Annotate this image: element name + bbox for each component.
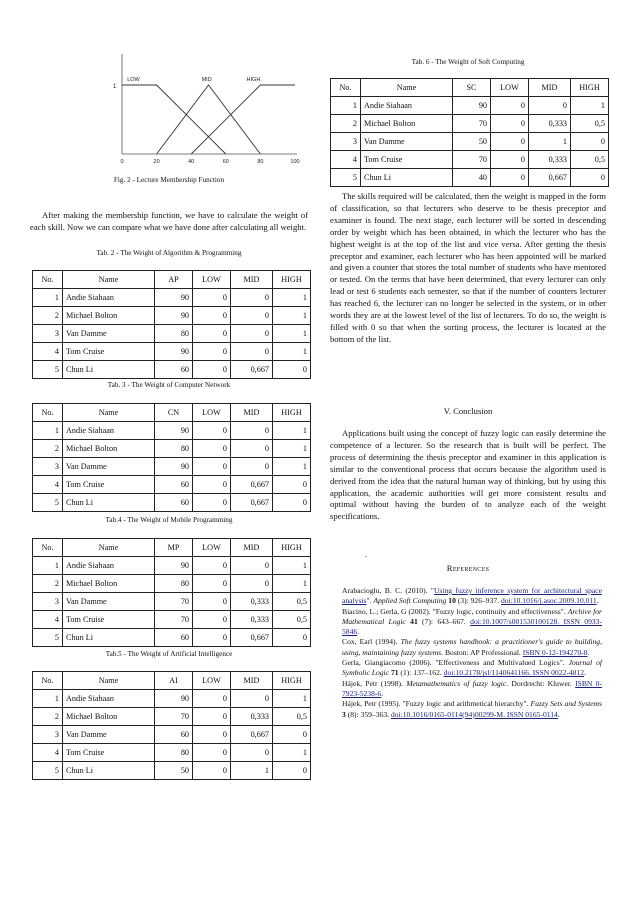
- table-cell: 0,667: [231, 629, 273, 647]
- table-cell: 0: [231, 575, 273, 593]
- table-cell: 0: [231, 325, 273, 343]
- reference-journal: Journal of Symbolic Logic: [342, 658, 603, 678]
- table-cell: 0: [193, 343, 231, 361]
- reference-doi-link[interactable]: doi:10.1016/j.asoc.2009.10.011: [501, 596, 597, 606]
- reference-item: [342, 679, 602, 700]
- right-paragraph: The skills required will be calculated, then the weight is mapped in the form of classification, so that lecturers who deserve to be thesis preceptor and examiner is found. The next stage, each lecturer will be sorted in descending order by weight which has been obtained, in which the lecturer who has the highest weight is at the top of the list and vice versa. After getting the thesis preceptor and examiner, each lecturer who has been appointed will be marked and given a counter that stores the total number of students who have mentored or tested. On the terms that have been determined, that every lecturer can only lead or test 6 students each semester, so that if the number of counters lecturer has reached 6, the lecturer can no longer be selected in the system, or in other words they are at the lowest level of the list of lecturers. To do so, the weight is filled with 0 so that when the sorting process, the lecturer is located at the bottom of the list.: [330, 191, 606, 344]
- reference-text: Arabacioglu, B. C. (2010). ": [342, 586, 434, 595]
- table-cell: 2: [33, 307, 63, 325]
- table-cell: Chun Li: [63, 762, 155, 780]
- x-tick-label: 100: [290, 159, 300, 165]
- table-cell: 0,5: [273, 611, 311, 629]
- column-header: LOW: [193, 539, 231, 557]
- x-tick-label: 20: [153, 159, 160, 165]
- table-cell: 1: [331, 97, 361, 115]
- column-header: No.: [33, 672, 63, 690]
- column-header: AP: [155, 271, 193, 289]
- table-row: [331, 151, 609, 169]
- table-cell: 0: [491, 133, 529, 151]
- table-cell: 1: [273, 458, 311, 476]
- table-cell: 1: [273, 343, 311, 361]
- table-row: [33, 690, 311, 708]
- table-cell: 70: [453, 115, 491, 133]
- reference-journal: Applied Soft Computing: [373, 596, 447, 606]
- conclusion-paragraph: Applications built using the concept of fuzzy logic can easily determine the competence of a lecturer. So the research that is built will be perfect. The process of determining the thesis preceptor and examiner in this application is similar to the conventional process that occurs because the algorithm used is derived from the idea that the natural human way of thinking, but by using this application, the academic authorities will get more consistent results and optimal without having the burden of to analyze each of the weight specifications.: [330, 428, 606, 522]
- table-cell: 90: [155, 343, 193, 361]
- reference-volume: 10: [448, 596, 456, 606]
- table-cell: 2: [33, 440, 63, 458]
- table-cell: 0: [231, 307, 273, 325]
- table-cell: 50: [155, 762, 193, 780]
- table-algorithm-programming: [32, 270, 311, 379]
- table-cell: Andie Siahaan: [361, 97, 453, 115]
- x-tick-label: 0: [120, 159, 124, 165]
- table-row: [33, 762, 311, 780]
- table-cell: 0: [231, 557, 273, 575]
- reference-doi-link[interactable]: doi:10.1016/0165-0114(94)00299-M. ISSN 0165-0114: [390, 709, 558, 719]
- table6-caption: Tab. 6 - The Weight of Soft Computing: [411, 58, 525, 66]
- column-header: Name: [63, 271, 155, 289]
- table-cell: 80: [155, 325, 193, 343]
- reference-text: Cox, Earl (1994).: [342, 637, 401, 647]
- table-cell: 3: [331, 133, 361, 151]
- table-cell: Van Damme: [63, 458, 155, 476]
- reference-link[interactable]: Using fuzzy inference system for architectural space analysis: [342, 586, 602, 606]
- table-cell: 90: [155, 690, 193, 708]
- table-artificial-intelligence: [32, 671, 311, 780]
- table-cell: 0: [231, 458, 273, 476]
- column-header: MID: [529, 79, 571, 97]
- membership-chart: [82, 44, 302, 174]
- table-cell: 1: [33, 690, 63, 708]
- table-cell: 0,5: [273, 593, 311, 611]
- left-paragraph: After making the membership function, we have to calculate the weight of each skill. Now we can compare what we have done after calculating all weight.: [30, 210, 308, 232]
- column-header: Name: [63, 404, 155, 422]
- column-header: MID: [231, 404, 273, 422]
- table-cell: 70: [155, 611, 193, 629]
- reference-item: [342, 586, 602, 607]
- table-cell: 4: [33, 744, 63, 762]
- table-row: [33, 289, 311, 307]
- table-cell: 0: [193, 593, 231, 611]
- column-header: MP: [155, 539, 193, 557]
- table-cell: 5: [33, 762, 63, 780]
- table-cell: 0: [193, 307, 231, 325]
- table-row: [33, 629, 311, 647]
- table-row: [33, 343, 311, 361]
- column-header: No.: [331, 79, 361, 97]
- table-cell: 0: [193, 557, 231, 575]
- table-cell: 0,333: [231, 593, 273, 611]
- reference-text: (8): 359–363.: [345, 709, 391, 719]
- table-cell: Chun Li: [63, 629, 155, 647]
- series-line-mid: [157, 85, 261, 154]
- table-cell: 3: [33, 593, 63, 611]
- column-header: LOW: [193, 672, 231, 690]
- table-cell: 0: [193, 744, 231, 762]
- table-cell: 4: [33, 476, 63, 494]
- table-cell: 0: [273, 629, 311, 647]
- reference-text: .: [357, 627, 360, 637]
- table-cell: 3: [33, 458, 63, 476]
- table-cell: 1: [33, 557, 63, 575]
- reference-doi-link[interactable]: doi:10.1007/s001530100128. ISSN 0933-5846: [342, 616, 603, 637]
- table-row: [33, 361, 311, 379]
- reference-journal: Fuzzy Sets and Systems: [530, 699, 602, 709]
- table-cell: 0,667: [231, 476, 273, 494]
- table-cell: 0: [193, 476, 231, 494]
- table-row: [331, 115, 609, 133]
- table-computer-network: [32, 403, 311, 512]
- column-header: No.: [33, 539, 63, 557]
- column-header: AI: [155, 672, 193, 690]
- reference-volume: 3: [342, 709, 346, 719]
- table-cell: 90: [155, 307, 193, 325]
- reference-volume: 71: [390, 668, 399, 678]
- table-cell: 0: [193, 611, 231, 629]
- table-cell: 5: [331, 169, 361, 187]
- table-cell: 3: [33, 726, 63, 744]
- reference-text: ".: [366, 596, 374, 606]
- reference-text: Hájek, Petr (1995). "Fuzzy logic and arithmetical hierarchy".: [342, 699, 531, 709]
- table-cell: 0: [193, 629, 231, 647]
- table-cell: Chun Li: [63, 494, 155, 512]
- reference-text: .: [381, 688, 384, 698]
- references-heading: References: [446, 563, 490, 573]
- table-cell: 0: [193, 458, 231, 476]
- reference-doi-link[interactable]: ISBN 0-7923-5238-6: [342, 678, 602, 698]
- table-row: [33, 557, 311, 575]
- series-line-high: [191, 85, 295, 154]
- table-cell: 0: [231, 744, 273, 762]
- table-row: [331, 97, 609, 115]
- table-cell: Van Damme: [63, 726, 155, 744]
- table-cell: 0: [231, 440, 273, 458]
- table-cell: 40: [453, 169, 491, 187]
- table-cell: 0: [231, 343, 273, 361]
- reference-item: [342, 607, 602, 638]
- table-cell: 0: [273, 476, 311, 494]
- table-cell: Tom Cruise: [63, 611, 155, 629]
- table-cell: 1: [33, 422, 63, 440]
- table-row: [331, 169, 609, 187]
- table-cell: 90: [155, 458, 193, 476]
- table-cell: 80: [155, 440, 193, 458]
- table-cell: 3: [33, 325, 63, 343]
- table-cell: 70: [155, 593, 193, 611]
- column-header: CN: [155, 404, 193, 422]
- low-label: LOW: [127, 77, 140, 83]
- table-cell: 2: [331, 115, 361, 133]
- table-cell: 0: [273, 762, 311, 780]
- table-row: [331, 133, 609, 151]
- table-cell: 2: [33, 708, 63, 726]
- table-cell: 0: [231, 690, 273, 708]
- table-cell: Tom Cruise: [63, 476, 155, 494]
- reference-item: [342, 637, 602, 658]
- table-cell: Michael Bolton: [63, 440, 155, 458]
- figure-caption: Fig. 2 - Lecture Membership Function: [113, 176, 225, 184]
- reference-text: (7): 643–667.: [417, 616, 471, 626]
- table-cell: 1: [571, 97, 609, 115]
- table-cell: 0,667: [231, 726, 273, 744]
- table-cell: Andie Siahaan: [63, 289, 155, 307]
- table-cell: 4: [33, 343, 63, 361]
- mid-label: MID: [201, 77, 212, 83]
- table-cell: 60: [155, 361, 193, 379]
- column-header: HIGH: [273, 271, 311, 289]
- x-tick-label: 80: [257, 159, 264, 165]
- table-row: [33, 593, 311, 611]
- table-cell: 0: [193, 325, 231, 343]
- table-cell: 4: [331, 151, 361, 169]
- table-cell: 0: [273, 494, 311, 512]
- reference-item: [342, 699, 602, 720]
- reference-text: Gerla, Giangiacomo (2006). "Effectiveness and Multivalued Logics".: [342, 658, 569, 668]
- table-cell: 90: [155, 422, 193, 440]
- column-header: SC: [453, 79, 491, 97]
- table-header-row: [33, 539, 311, 557]
- table-cell: Van Damme: [361, 133, 453, 151]
- table-cell: 0,667: [529, 169, 571, 187]
- reference-volume: 41: [410, 616, 418, 626]
- table-cell: 0: [273, 361, 311, 379]
- conclusion-heading: V. Conclusion: [443, 406, 493, 416]
- table-cell: 70: [453, 151, 491, 169]
- table-row: [33, 611, 311, 629]
- table-cell: 0: [571, 169, 609, 187]
- reference-text: .: [587, 647, 590, 657]
- table-cell: Michael Bolton: [361, 115, 453, 133]
- table-cell: 0,333: [529, 115, 571, 133]
- table-row: [33, 307, 311, 325]
- table-cell: Van Damme: [63, 325, 155, 343]
- column-header: HIGH: [273, 404, 311, 422]
- table-cell: 0,667: [231, 494, 273, 512]
- reference-text: Hájek, Petr (1998).: [342, 678, 407, 688]
- table-cell: 0: [193, 289, 231, 307]
- table-cell: 80: [155, 575, 193, 593]
- table-cell: 0: [193, 361, 231, 379]
- table-cell: Tom Cruise: [63, 744, 155, 762]
- column-header: MID: [231, 271, 273, 289]
- table-cell: Andie Siahaan: [63, 422, 155, 440]
- high-label: HIGH: [246, 77, 261, 83]
- x-tick-label: 60: [222, 159, 229, 165]
- table-cell: 0,5: [273, 708, 311, 726]
- table-cell: 1: [273, 440, 311, 458]
- table-row: [33, 575, 311, 593]
- table-row: [33, 440, 311, 458]
- table-cell: Tom Cruise: [361, 151, 453, 169]
- table-cell: Michael Bolton: [63, 307, 155, 325]
- reference-doi-link[interactable]: doi:10.2178/jsl/1140641166. ISSN 0022-4812: [443, 668, 585, 678]
- table-header-row: [33, 672, 311, 690]
- table-row: [33, 494, 311, 512]
- table-cell: 0: [193, 762, 231, 780]
- reference-text: .: [584, 668, 586, 678]
- table-cell: 0: [193, 708, 231, 726]
- table-cell: Tom Cruise: [63, 343, 155, 361]
- table-cell: 4: [33, 611, 63, 629]
- table-row: [33, 708, 311, 726]
- table-cell: 70: [155, 708, 193, 726]
- reference-text: .: [557, 709, 560, 719]
- table-cell: 60: [155, 726, 193, 744]
- column-header: HIGH: [273, 539, 311, 557]
- table-cell: 60: [155, 629, 193, 647]
- membership-function-figure: [82, 44, 302, 194]
- table-cell: Michael Bolton: [63, 575, 155, 593]
- table-cell: 0: [231, 422, 273, 440]
- table-cell: 0,5: [571, 115, 609, 133]
- stray-dot: .: [365, 550, 367, 559]
- table-cell: 0: [491, 97, 529, 115]
- reference-text: .: [596, 596, 599, 606]
- column-header: Name: [361, 79, 453, 97]
- table-mobile-programming: [32, 538, 311, 647]
- reference-text: . Boston: AP Professional.: [441, 647, 523, 657]
- table-row: [33, 476, 311, 494]
- table-cell: 0: [193, 422, 231, 440]
- reference-journal: Archive for Mathematical Logic: [342, 606, 602, 626]
- reference-journal: The fuzzy systems handbook: a practitioner's guide to building, using, maintaining fuzzy systems: [342, 637, 603, 657]
- table-cell: 60: [155, 476, 193, 494]
- table-row: [33, 422, 311, 440]
- table-cell: 0: [273, 726, 311, 744]
- table-cell: 0,333: [231, 708, 273, 726]
- table-cell: 0: [193, 440, 231, 458]
- table-cell: 90: [155, 289, 193, 307]
- table-cell: 80: [155, 744, 193, 762]
- table-cell: 50: [453, 133, 491, 151]
- table-cell: 1: [273, 325, 311, 343]
- table-cell: 5: [33, 494, 63, 512]
- table-cell: 90: [155, 557, 193, 575]
- table-cell: 1: [273, 690, 311, 708]
- table-cell: 0,667: [231, 361, 273, 379]
- table-cell: 0: [491, 151, 529, 169]
- table-row: [33, 458, 311, 476]
- column-header: MID: [231, 672, 273, 690]
- series-line-low: [122, 85, 226, 154]
- table-cell: 1: [273, 744, 311, 762]
- reference-text: Biacino, L.; Gerla, G (2002). "Fuzzy logic, continuity and effectiveness".: [342, 606, 568, 616]
- table-header-row: [33, 404, 311, 422]
- table-cell: 0: [231, 289, 273, 307]
- column-header: HIGH: [571, 79, 609, 97]
- table-cell: Van Damme: [63, 593, 155, 611]
- column-header: MID: [231, 539, 273, 557]
- table-cell: 0: [193, 690, 231, 708]
- table-cell: 1: [33, 289, 63, 307]
- reference-journal: Metamathematics of fuzzy logic: [406, 678, 507, 688]
- table4-caption: Tab.4 - The Weight of Mobile Programming: [105, 516, 233, 524]
- table-row: [33, 325, 311, 343]
- table3-caption: Tab. 3 - The Weight of Computer Network: [107, 381, 231, 389]
- table-soft-computing: [330, 78, 609, 187]
- table-cell: Andie Siahaan: [63, 690, 155, 708]
- column-header: No.: [33, 271, 63, 289]
- column-header: Name: [63, 672, 155, 690]
- table-header-row: [331, 79, 609, 97]
- table2-caption: Tab. 2 - The Weight of Algorithm & Programming: [96, 249, 242, 257]
- table-cell: 1: [273, 575, 311, 593]
- y-tick-label: 1: [113, 84, 117, 90]
- table-cell: 0,5: [571, 151, 609, 169]
- table-cell: 0: [193, 575, 231, 593]
- table-cell: 0: [491, 115, 529, 133]
- table-row: [33, 744, 311, 762]
- reference-text: (3): 926–937.: [455, 596, 501, 606]
- table-cell: 0: [193, 494, 231, 512]
- table-cell: 1: [273, 422, 311, 440]
- table-cell: 1: [273, 307, 311, 325]
- reference-text: . Dordrecht: Kluwer.: [506, 678, 576, 688]
- table-cell: Andie Siahaan: [63, 557, 155, 575]
- table-cell: 0: [491, 169, 529, 187]
- table5-caption: Tab.5 - The Weight of Artificial Intelligence: [105, 650, 233, 658]
- table-cell: 0,333: [231, 611, 273, 629]
- table-cell: 1: [273, 557, 311, 575]
- table-cell: 0: [571, 133, 609, 151]
- reference-item: [342, 658, 602, 679]
- table-cell: Chun Li: [63, 361, 155, 379]
- table-cell: 90: [453, 97, 491, 115]
- reference-text: (1): 137–162.: [398, 668, 444, 678]
- table-cell: Chun Li: [361, 169, 453, 187]
- table-row: [33, 726, 311, 744]
- references-list: [342, 586, 602, 720]
- table-cell: 1: [273, 289, 311, 307]
- reference-doi-link[interactable]: ISBN 0-12-194270-8: [522, 647, 588, 657]
- column-header: Name: [63, 539, 155, 557]
- column-header: HIGH: [273, 672, 311, 690]
- table-cell: 60: [155, 494, 193, 512]
- table-cell: 5: [33, 361, 63, 379]
- table-cell: 0: [193, 726, 231, 744]
- table-header-row: [33, 271, 311, 289]
- column-header: LOW: [491, 79, 529, 97]
- column-header: No.: [33, 404, 63, 422]
- table-cell: 0: [529, 97, 571, 115]
- table-cell: 0,333: [529, 151, 571, 169]
- column-header: LOW: [193, 404, 231, 422]
- x-tick-label: 40: [188, 159, 195, 165]
- table-cell: 1: [231, 762, 273, 780]
- table-cell: 5: [33, 629, 63, 647]
- table-cell: 1: [529, 133, 571, 151]
- column-header: LOW: [193, 271, 231, 289]
- table-cell: 2: [33, 575, 63, 593]
- table-cell: Michael Bolton: [63, 708, 155, 726]
